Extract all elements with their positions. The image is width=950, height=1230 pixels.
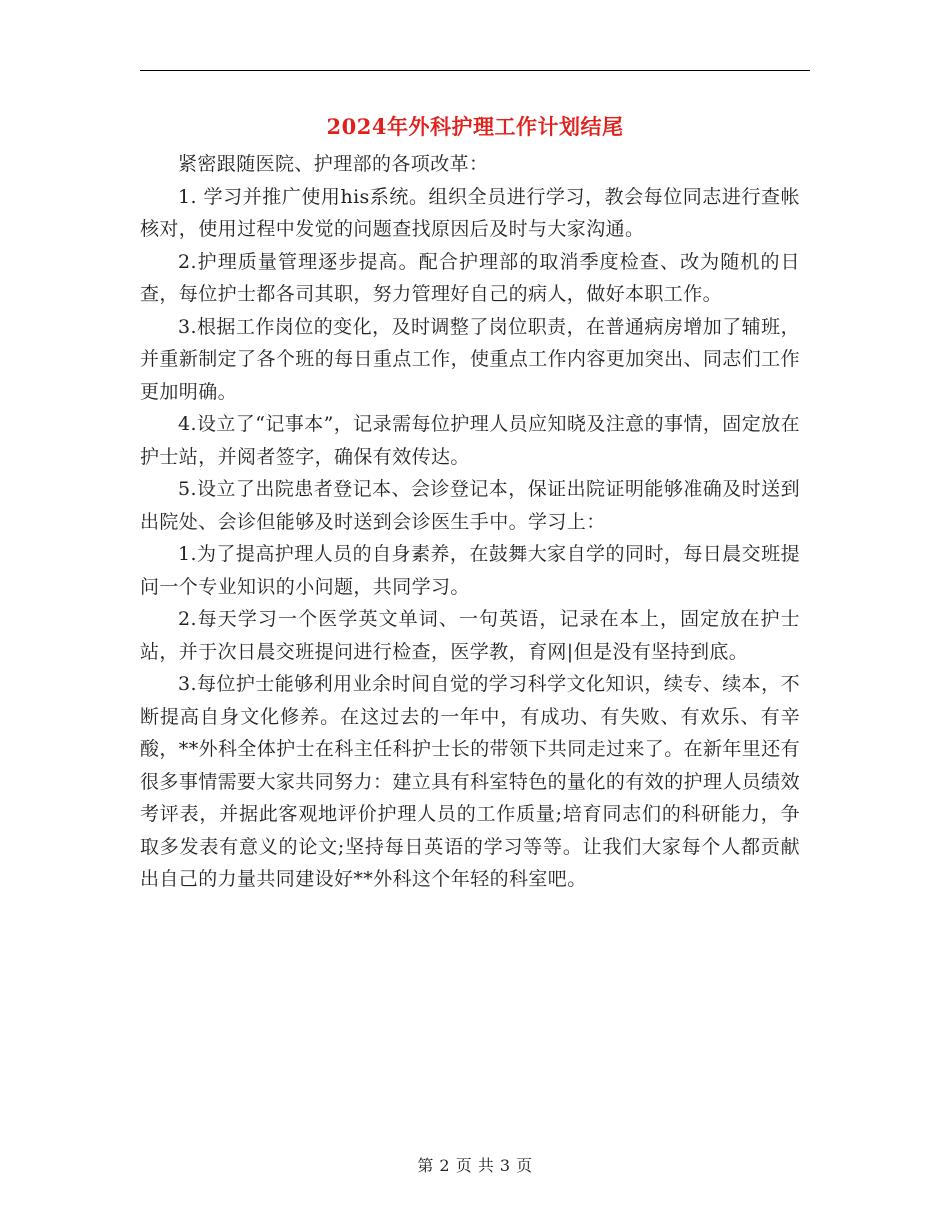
paragraph-item-2-quality: 2.护理质量管理逐步提高。配合护理部的取消季度检查、改为随机的日查，每位护士都各司其职，努力管理好自己的病人，做好本职工作。 [140, 250, 800, 305]
paragraph-study-2: 2.每天学习一个医学英文单词、一句英语，记录在本上，固定放在护士站，并于次日晨交班提问进行检查，医学教，育网|但是没有坚持到底。 [140, 608, 800, 663]
paragraph-item-1-his: 1. 学习并推广使用his系统。组织全员进行学习，教会每位同志进行查帐核对，使用过程中发觉的问题查找原因后及时与大家沟通。 [140, 185, 800, 240]
paragraph-intro: 紧密跟随医院、护理部的各项改革： [178, 153, 489, 175]
paragraph-item-5-registers: 5.设立了出院患者登记本、会诊登记本，保证出院证明能够准确及时送到出院处、会诊但能够及时送到会诊医生手中。学习上： [140, 478, 800, 533]
paragraph-item-4-notebook: 4.设立了“记事本”，记录需每位护理人员应知晓及注意的事情，固定放在护士站，并阅者签字，确保有效传达。 [140, 413, 800, 468]
paragraph-item-3-duties: 3.根据工作岗位的变化，及时调整了岗位职责，在普通病房增加了辅班，并重新制定了各个班的每日重点工作，使重点工作内容更加突出、同志们工作更加明确。 [140, 315, 800, 403]
paragraph-study-1: 1.为了提高护理人员的自身素养，在鼓舞大家自学的同时，每日晨交班提问一个专业知识的小问题，共同学习。 [140, 543, 800, 598]
document-title: 2024年外科护理工作计划结尾 [326, 114, 624, 139]
page-number-footer: 第 2 页 共 3 页 [417, 1156, 533, 1175]
header-rule [140, 70, 810, 71]
paragraph-study-3-closing: 3.每位护士能够利用业余时间自觉的学习科学文化知识，续专、续本，不断提高自身文化修养。在这过去的一年中，有成功、有失败、有欢乐、有辛酸，**外科全体护士在科主任科护士长的带领下共同走过来了。在新年里还有很多事情需要大家共同努力：建立具有科室特色的量化的有效的护理人员绩效考评表，并据此客观地评价护理人员的工作质量;培育同志们的科研能力，争取多发表有意义的论文;坚持每日英语的学习等等。让我们大家每个人都贡献出自己的力量共同建设好**外科这个年轻的科室吧。 [140, 673, 801, 890]
document-body [140, 148, 800, 896]
